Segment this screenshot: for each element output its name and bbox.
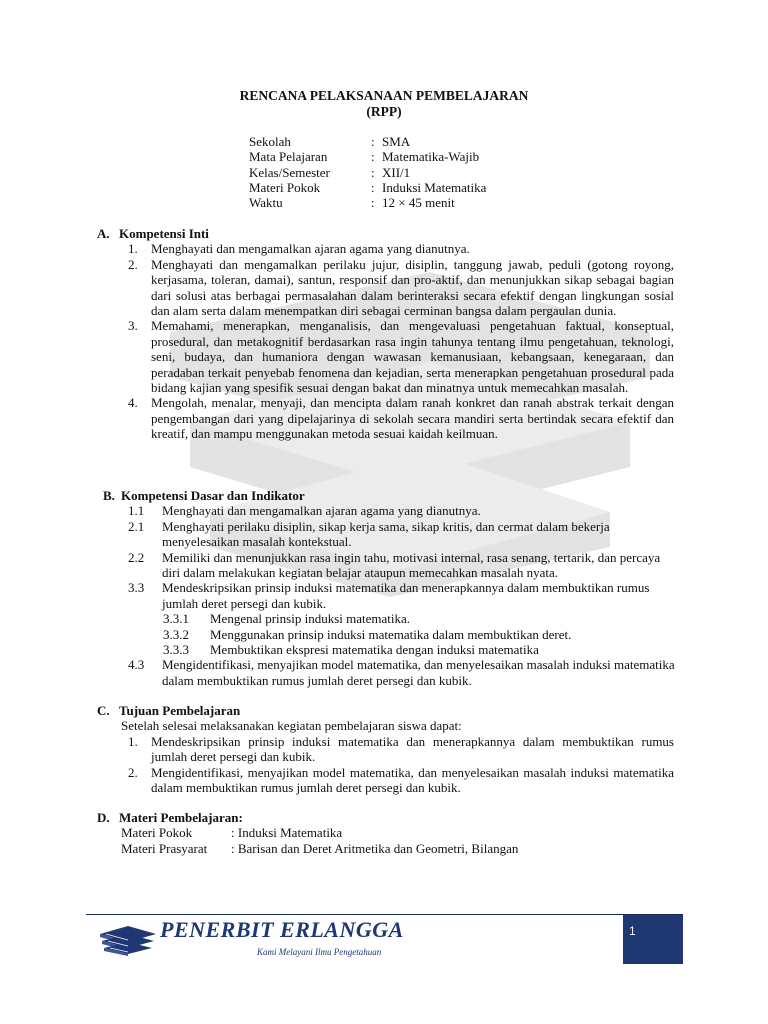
item-number: 2. [128,256,138,272]
document-title: RENCANA PELAKSANAAN PEMBELAJARAN [239,88,529,103]
list-item [128,257,674,319]
info-row-materi-pokok [249,180,486,195]
page-number-box [623,915,683,964]
publisher-logo-text: PENERBIT ERLANGGA [160,917,404,942]
sub-list-item [163,642,677,657]
list-item [128,734,674,765]
list-item [128,519,677,550]
list-item [128,550,677,581]
footer-divider [86,914,683,915]
item-number: 3.3.3 [163,642,189,658]
section-title: Materi Pembelajaran: [119,810,243,825]
info-value: Induksi Matematika [382,179,487,195]
section-materi-pembelajaran [97,810,677,856]
publisher-tagline: Kami Melayani Ilmu Pengetahuan [257,947,382,957]
section-letter: B. [103,488,115,503]
item-text: Mendeskripsikan prinsip induksi matematika dan menerapkannya dalam membuktikan rumus jumlah deret persegi dan kubik. [162,580,650,611]
item-text: Menghayati dan mengamalkan ajaran agama yang dianutnya. [151,241,470,257]
item-number: 3.3.2 [163,626,189,642]
section-intro: Setelah selesai melaksanakan kegiatan pembelajaran siswa dapat: [121,718,462,734]
info-label: Materi Pokok [249,179,321,195]
item-text: Mengolah, menalar, menyaji, dan mencipta dalam ranah konkret dan ranah abstrak terkait dengan pengembangan dari yang dipelajarinya di sekolah secara mandiri serta bertindak secara efektif dan kreatif, dan mampu menggunakan metoda sesuai kaidah keilmuan. [151,395,674,442]
info-label: Mata Pelajaran [249,149,328,165]
list-item [128,318,674,395]
info-colon: : [371,164,375,180]
sub-list-item [163,627,677,642]
info-colon: : [371,134,375,149]
kd-list [128,503,677,688]
section-letter: A. [97,226,110,241]
item-text: Mengenal prinsip induksi matematika. [210,611,411,627]
info-value: SMA [382,134,411,149]
section-letter: D. [97,810,110,825]
item-number: 2. [128,764,138,780]
item-number: 4.3 [128,657,145,673]
info-value: Matematika-Wajib [382,149,480,165]
item-text: Menghayati dan mengamalkan perilaku jujur, disiplin, tanggung jawab, peduli (gotong royong, kerjasama, toleran, damai), santun, responsif dan pro-aktif, dan menunjukkan sikap sebagai bagian dari solusi atas berbagai permasalahan dalam berinteraksi secara efektif dengan lingkungan sosial dan alam serta dalam menempatkan diri sebagai cerminan bangsa dalam pergaulan dunia. [151,256,674,319]
info-row-waktu [249,195,486,210]
item-text: Memiliki dan menunjukkan rasa ingin tahu, motivasi internal, rasa senang, tertarik, dan percaya diri dalam melakukan kegiatan belajar ataupun memecahkan masalah nyata. [162,549,661,581]
item-number: 3. [128,318,138,334]
page-number: 1 [629,924,636,938]
section-title: Tujuan Pembelajaran [119,703,241,718]
identity-table [249,134,486,210]
materi-value: : Barisan dan Deret Aritmetika dan Geometri, Bilangan [231,840,519,856]
item-text: Membuktikan ekspresi matematika dengan induksi matematika [210,642,539,658]
section-tujuan-pembelajaran [97,703,677,795]
item-number: 2.2 [128,549,145,565]
info-colon: : [371,149,375,165]
numbered-list [128,734,674,796]
info-label: Waktu [249,195,283,211]
list-item [128,580,677,611]
info-colon: : [371,179,375,195]
list-item [128,503,677,518]
document-subtitle: (RPP) [366,104,402,119]
item-number: 4. [128,395,138,411]
info-colon: : [371,195,375,211]
section-heading [103,488,677,503]
section-kompetensi-inti [97,226,677,442]
item-text: Mengidentifikasi, menyajikan model matematika, dan menyelesaikan masalah induksi matematika dalam membuktikan rumus jumlah deret persegi dan kubik. [162,657,675,688]
materi-label: Materi Pokok [121,825,193,841]
materi-value: : Induksi Matematika [231,825,343,841]
item-text: Memahami, menerapkan, menganalisis, dan mengevaluasi pengetahuan faktual, konseptual, prosedural, dan metakognitif berdasarkan rasa ingin tahunya tentang ilmu pengetahuan, teknologi, seni, budaya, dan humaniora dengan wawasan kemanusiaan, kebangsaan, kenegaraan, dan peradaban terkait penyebab fenomena dan kejadian, serta menerapkan pengetahuan prosedural pada bidang kajian yang spesifik sesuai dengan bakat dan minatnya untuk memecahkan masalah. [151,318,674,396]
info-label: Sekolah [249,134,291,149]
info-row-sekolah [249,134,486,149]
list-item [128,765,674,796]
section-letter: C. [97,703,110,718]
item-number: 1. [128,733,138,749]
item-text: Menghayati perilaku disiplin, sikap kerja sama, sikap kritis, dan cermat dalam bekerja menyelesaikan masalah kontekstual. [162,518,610,550]
section-kompetensi-dasar [103,488,677,688]
list-item [128,395,674,441]
info-value: XII/1 [382,164,411,180]
item-number: 1.1 [128,503,145,519]
item-text: Menggunakan prinsip induksi matematika dalam membuktikan deret. [210,626,572,642]
info-row-kelas-semester [249,165,486,180]
materi-label: Materi Prasyarat [121,840,208,856]
item-text: Mengidentifikasi, menyajikan model matematika, dan menyelesaikan masalah induksi matematika dalam membuktikan rumus jumlah deret persegi dan kubik. [151,764,674,796]
section-heading [97,810,677,825]
stacked-books-icon [98,924,158,956]
section-title: Kompetensi Inti [119,226,209,241]
item-number: 3.3.1 [163,611,189,627]
sub-list-item [163,611,677,626]
info-row-mata-pelajaran [249,149,486,164]
info-label: Kelas/Semester [249,164,330,180]
section-heading [97,226,677,241]
info-value: 12 × 45 menit [382,195,455,211]
item-number: 2.1 [128,518,145,534]
list-item [128,241,674,256]
item-text: Mendeskripsikan prinsip induksi matematika dan menerapkannya dalam membuktikan rumus jumlah deret persegi dan kubik. [151,733,674,765]
section-title: Kompetensi Dasar dan Indikator [121,488,305,503]
materi-row-prasyarat [121,841,677,856]
item-number: 1. [128,241,138,257]
materi-row-pokok [121,825,677,840]
item-text: Menghayati dan mengamalkan ajaran agama yang dianutnya. [162,503,481,519]
list-item [128,657,677,688]
section-heading [97,703,677,718]
numbered-list [128,241,674,441]
item-number: 3.3 [128,580,145,596]
